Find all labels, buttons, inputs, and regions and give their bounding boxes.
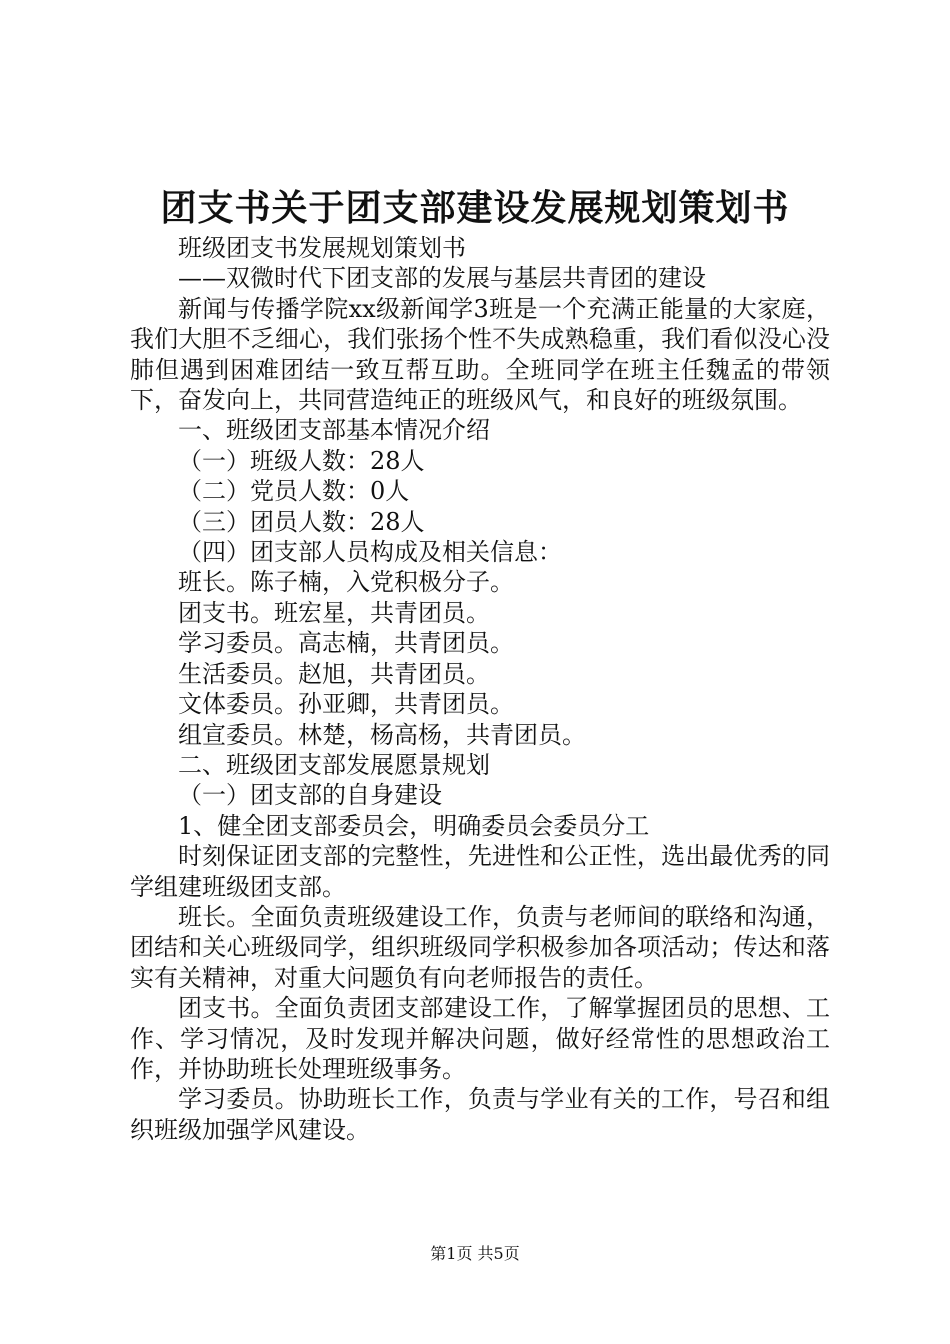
paragraph: 团支书。全面负责团支部建设工作，了解掌握团员的思想、工作、学习情况，及时发现并解决问题，做好经常性的思想政治工作，并协助班长处理班级事务。 [130, 994, 830, 1083]
paragraph: （四）团支部人员构成及相关信息： [178, 538, 562, 567]
paragraph: 团支书。班宏星，共青团员。 [178, 598, 490, 627]
paragraph: 学习委员。协助班长工作，负责与学业有关的工作，号召和组织班级加强学风建设。 [130, 1085, 830, 1144]
page-number: 第1页 共5页 [430, 1244, 520, 1263]
paragraph: （三）团员人数：28人 [178, 507, 425, 536]
document-body [130, 233, 830, 1145]
paragraph: 生活委员。赵旭，共青团员。 [178, 659, 490, 688]
paragraph: 1、健全团支部委员会，明确委员会委员分工 [178, 811, 650, 840]
paragraph: 学习委员。高志楠，共青团员。 [178, 629, 514, 658]
paragraph: （二）党员人数：0人 [178, 477, 410, 506]
paragraph: 班长。全面负责班级建设工作，负责与老师间的联络和沟通，团结和关心班级同学，组织班级同学积极参加各项活动；传达和落实有关精神，对重大问题负有向老师报告的责任。 [130, 902, 830, 992]
paragraph: 文体委员。孙亚卿，共青团员。 [178, 690, 514, 719]
section-heading: 二、班级团支部发展愿景规划 [178, 750, 490, 779]
paragraph: 新闻与传播学院xx级新闻学3班是一个充满正能量的大家庭，我们大胆不乏细心，我们张扬个性不失成熟稳重，我们看似没心没肺但遇到困难团结一致互帮互助。全班同学在班主任魏孟的带领下，奋发向上，共同营造纯正的班级风气，和良好的班级氛围。 [130, 294, 830, 415]
paragraph: 班长。陈子楠，入党积极分子。 [178, 568, 514, 597]
paragraph: 时刻保证团支部的完整性，先进性和公正性，选出最优秀的同学组建班级团支部。 [130, 842, 830, 901]
paragraph: 组宣委员。林楚，杨高杨，共青团员。 [178, 720, 586, 749]
paragraph: （一）班级人数：28人 [178, 446, 425, 475]
paragraph: 班级团支书发展规划策划书 [178, 234, 466, 262]
document-title: 团支书关于团支部建设发展规划策划书 [160, 187, 790, 229]
paragraph: （一）团支部的自身建设 [178, 781, 442, 810]
paragraph: ——双微时代下团支部的发展与基层共青团的建设 [178, 264, 706, 293]
section-heading: 一、班级团支部基本情况介绍 [178, 416, 490, 445]
